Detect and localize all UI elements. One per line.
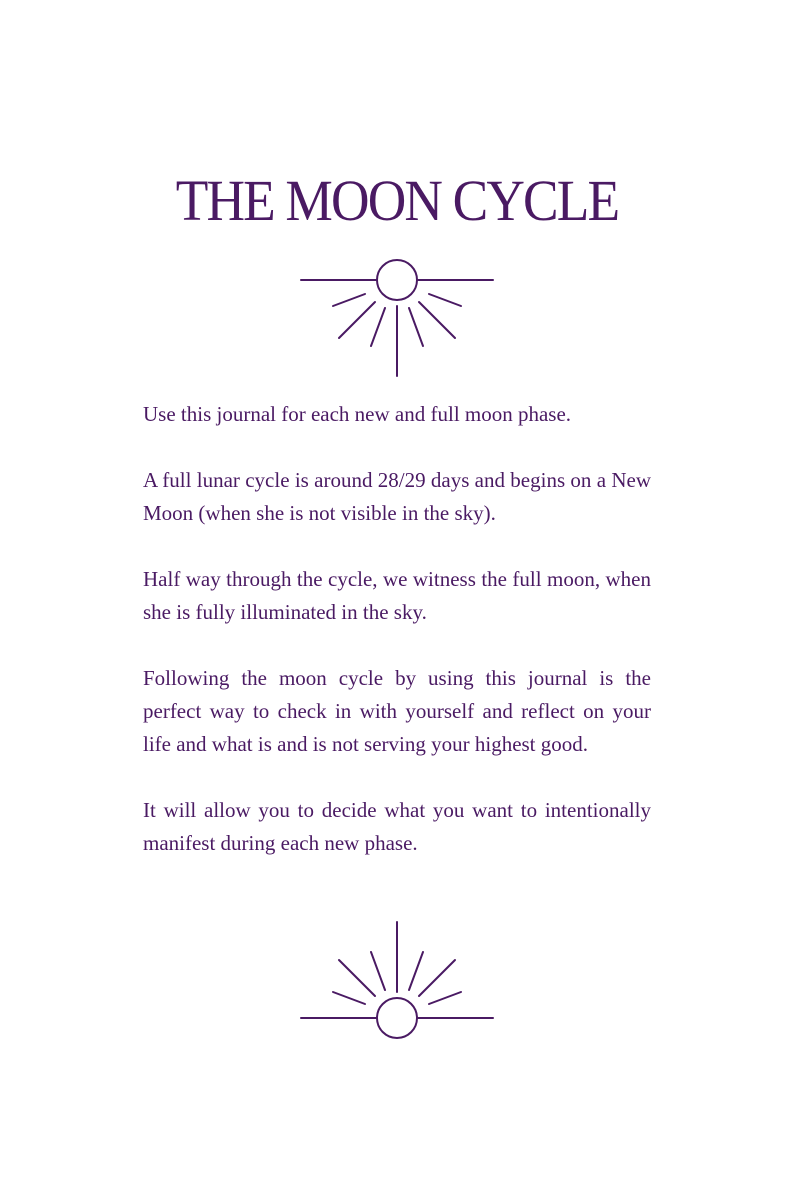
intro-text [143,398,651,860]
paragraph-2: A full lunar cycle is around 28/29 days and begins on a New Moon (when she is not visible in the sky). [143,468,651,525]
page-title: THE MOON CYCLE [175,168,619,233]
sun-rays-up-icon [297,918,497,1040]
paragraph-1: Use this journal for each new and full moon phase. [143,402,572,426]
paragraph-4: Following the moon cycle by using this journal is the perfect way to check in with yourself and reflect on your life and what is and is not serving your highest good. [143,666,651,756]
paragraph-5: It will allow you to decide what you want to intentionally manifest during each new phase. [143,798,651,855]
sun-rays-down-icon [297,258,497,380]
paragraph-3: Half way through the cycle, we witness the full moon, when she is fully illuminated in the sky. [143,567,651,624]
